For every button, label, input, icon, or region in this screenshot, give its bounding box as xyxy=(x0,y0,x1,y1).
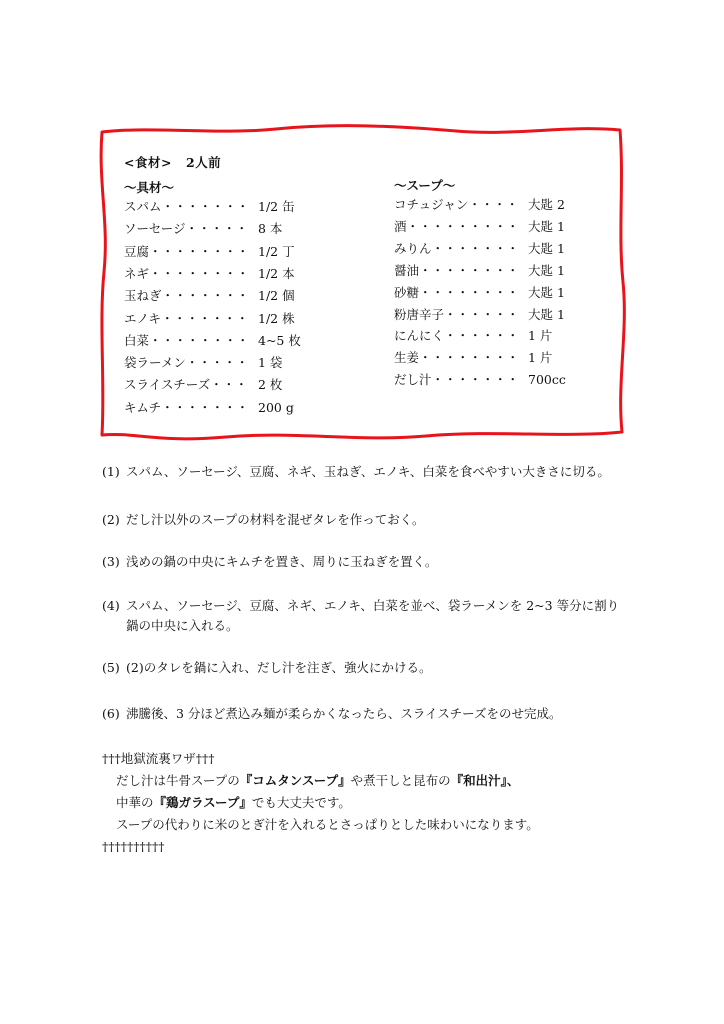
step-number: (2) xyxy=(102,512,120,527)
ingredient-row xyxy=(394,240,565,258)
ingredient-name: にんにく・・・・・・ xyxy=(394,328,520,344)
ingredient-row xyxy=(124,265,295,283)
step-text: だし汁以外のスープの材料を混ぜタレを作っておく。 xyxy=(126,512,425,527)
ingredient-name: だし汁・・・・・・・ xyxy=(394,372,520,388)
ingredient-row xyxy=(124,354,283,372)
ingredient-name: みりん・・・・・・・ xyxy=(394,240,520,256)
ingredient-name: コチュジャン・・・・ xyxy=(394,197,519,212)
ingredient-amount: 200 g xyxy=(258,399,294,415)
step-item xyxy=(102,510,425,530)
ingredient-amount: 大匙 1 xyxy=(528,262,565,278)
ingredient-name: ネギ・・・・・・・・ xyxy=(124,265,250,281)
ingredient-name: エノキ・・・・・・・ xyxy=(124,310,249,326)
ingredient-amount: 大匙 1 xyxy=(528,240,565,256)
left-heading: 〜具材〜 xyxy=(124,180,175,195)
step-text: スパム、ソーセージ、豆腐、ネギ、エノキ、白菜を並べ、袋ラーメンを 2~3 等分に割り xyxy=(126,598,620,613)
ingredient-row xyxy=(124,399,294,417)
right-heading: 〜スープ〜 xyxy=(394,178,456,193)
step-text: スパム、ソーセージ、豆腐、ネギ、玉ねぎ、エノキ、白菜を食べやすい大きさに切る。 xyxy=(126,464,610,479)
ingredient-row xyxy=(394,371,566,389)
ingredient-row xyxy=(394,327,553,345)
step-text: 浅めの鍋の中央にキムチを置き、周りに玉ねぎを置く。 xyxy=(126,554,438,569)
ingredient-amount: 1 片 xyxy=(528,328,553,344)
ingredient-name: 醤油・・・・・・・・ xyxy=(394,262,520,278)
ingredient-name: 袋ラーメン・・・・・ xyxy=(124,355,249,371)
ingredient-row xyxy=(124,287,295,305)
tips-heading: †††地獄流裏ワザ††† xyxy=(102,751,215,766)
ingredient-amount: 大匙 1 xyxy=(528,284,565,300)
ingredient-amount: 大匙 1 xyxy=(528,306,565,322)
ingredient-name: 玉ねぎ・・・・・・・ xyxy=(124,288,250,304)
ingredient-amount: 1/2 個 xyxy=(258,288,295,304)
step-number: (4) xyxy=(102,598,120,613)
tips-line-1 xyxy=(102,770,539,792)
ingredient-amount: 1/2 株 xyxy=(258,310,295,326)
step-item xyxy=(102,462,610,482)
tips-line-3: スープの代わりに米のとぎ汁を入れるとさっぱりとした味わいになります。 xyxy=(116,817,539,832)
step-item xyxy=(102,596,619,636)
ingredient-row xyxy=(394,284,565,302)
ingredient-amount: 1 袋 xyxy=(258,355,283,371)
ingredient-row xyxy=(124,198,295,216)
step-item xyxy=(102,658,431,678)
step-number: (1) xyxy=(102,464,120,479)
ingredient-row xyxy=(394,218,565,236)
servings: 2人前 xyxy=(185,155,222,170)
step-text-continued: 鍋の中央に入れる。 xyxy=(126,618,239,633)
ingredient-amount: 8 本 xyxy=(258,221,283,237)
ingredient-row xyxy=(394,262,565,280)
ingredient-name: 白菜・・・・・・・・ xyxy=(124,332,250,348)
step-number: (3) xyxy=(102,554,120,569)
ingredient-name: 生姜・・・・・・・・ xyxy=(394,350,520,366)
ingredient-name: スパム・・・・・・・ xyxy=(124,199,250,214)
tips-emphasis: 『コムタンスープ』 xyxy=(239,773,351,788)
ingredient-amount: 700cc xyxy=(528,372,566,388)
tips-footer: †††††††††† xyxy=(102,839,165,854)
ingredient-name: ソーセージ・・・・・ xyxy=(124,221,249,237)
ingredient-row xyxy=(124,243,295,261)
step-text: 沸騰後、3 分ほど煮込み麺が柔らかくなったら、スライスチーズをのせ完成。 xyxy=(126,706,562,721)
ingredient-row xyxy=(124,310,295,328)
step-text: (2)のタレを鍋に入れ、だし汁を注ぎ、強火にかける。 xyxy=(126,660,432,675)
ingredient-amount: 大匙 1 xyxy=(528,218,565,234)
ingredient-amount: 2 枚 xyxy=(258,377,283,393)
ingredient-amount: 大匙 2 xyxy=(528,197,565,212)
tips-emphasis: 『和出汁』、 xyxy=(450,773,520,788)
ingredient-name: 豆腐・・・・・・・・ xyxy=(124,243,250,259)
step-item xyxy=(102,552,437,572)
tips-emphasis: 『鶏ガラスープ』 xyxy=(153,795,252,810)
ingredient-name: スライスチーズ・・・ xyxy=(124,377,248,393)
ingredient-row xyxy=(124,332,301,350)
title-label: <食材> xyxy=(124,155,172,170)
ingredient-name: 砂糖・・・・・・・・ xyxy=(394,284,520,300)
ingredient-name: 粉唐辛子・・・・・・ xyxy=(394,306,520,322)
step-number: (5) xyxy=(102,660,120,675)
ingredient-amount: 1/2 本 xyxy=(258,265,295,281)
ingredient-row xyxy=(124,376,283,394)
ingredients-title xyxy=(124,153,221,171)
step-number: (6) xyxy=(102,706,120,721)
ingredient-row xyxy=(394,306,565,324)
step-item xyxy=(102,704,562,724)
tips-text: や煮干しと昆布の xyxy=(350,773,451,788)
ingredient-name: 酒・・・・・・・・・ xyxy=(394,218,520,234)
ingredient-amount: 1/2 缶 xyxy=(258,199,295,214)
ingredient-row xyxy=(394,349,553,367)
ingredient-row xyxy=(124,220,283,238)
ingredient-name: キムチ・・・・・・・ xyxy=(124,399,249,415)
tips-text: だし汁は牛骨スープの xyxy=(116,773,240,788)
tips-text: でも大丈夫です。 xyxy=(251,795,351,810)
tips-text: 中華の xyxy=(116,795,154,810)
tips-section xyxy=(102,748,539,858)
tips-line-2 xyxy=(102,792,539,814)
ingredient-row xyxy=(394,196,565,214)
ingredient-amount: 1/2 丁 xyxy=(258,243,295,259)
ingredient-amount: 1 片 xyxy=(528,350,553,366)
ingredient-amount: 4~5 枚 xyxy=(258,332,301,348)
